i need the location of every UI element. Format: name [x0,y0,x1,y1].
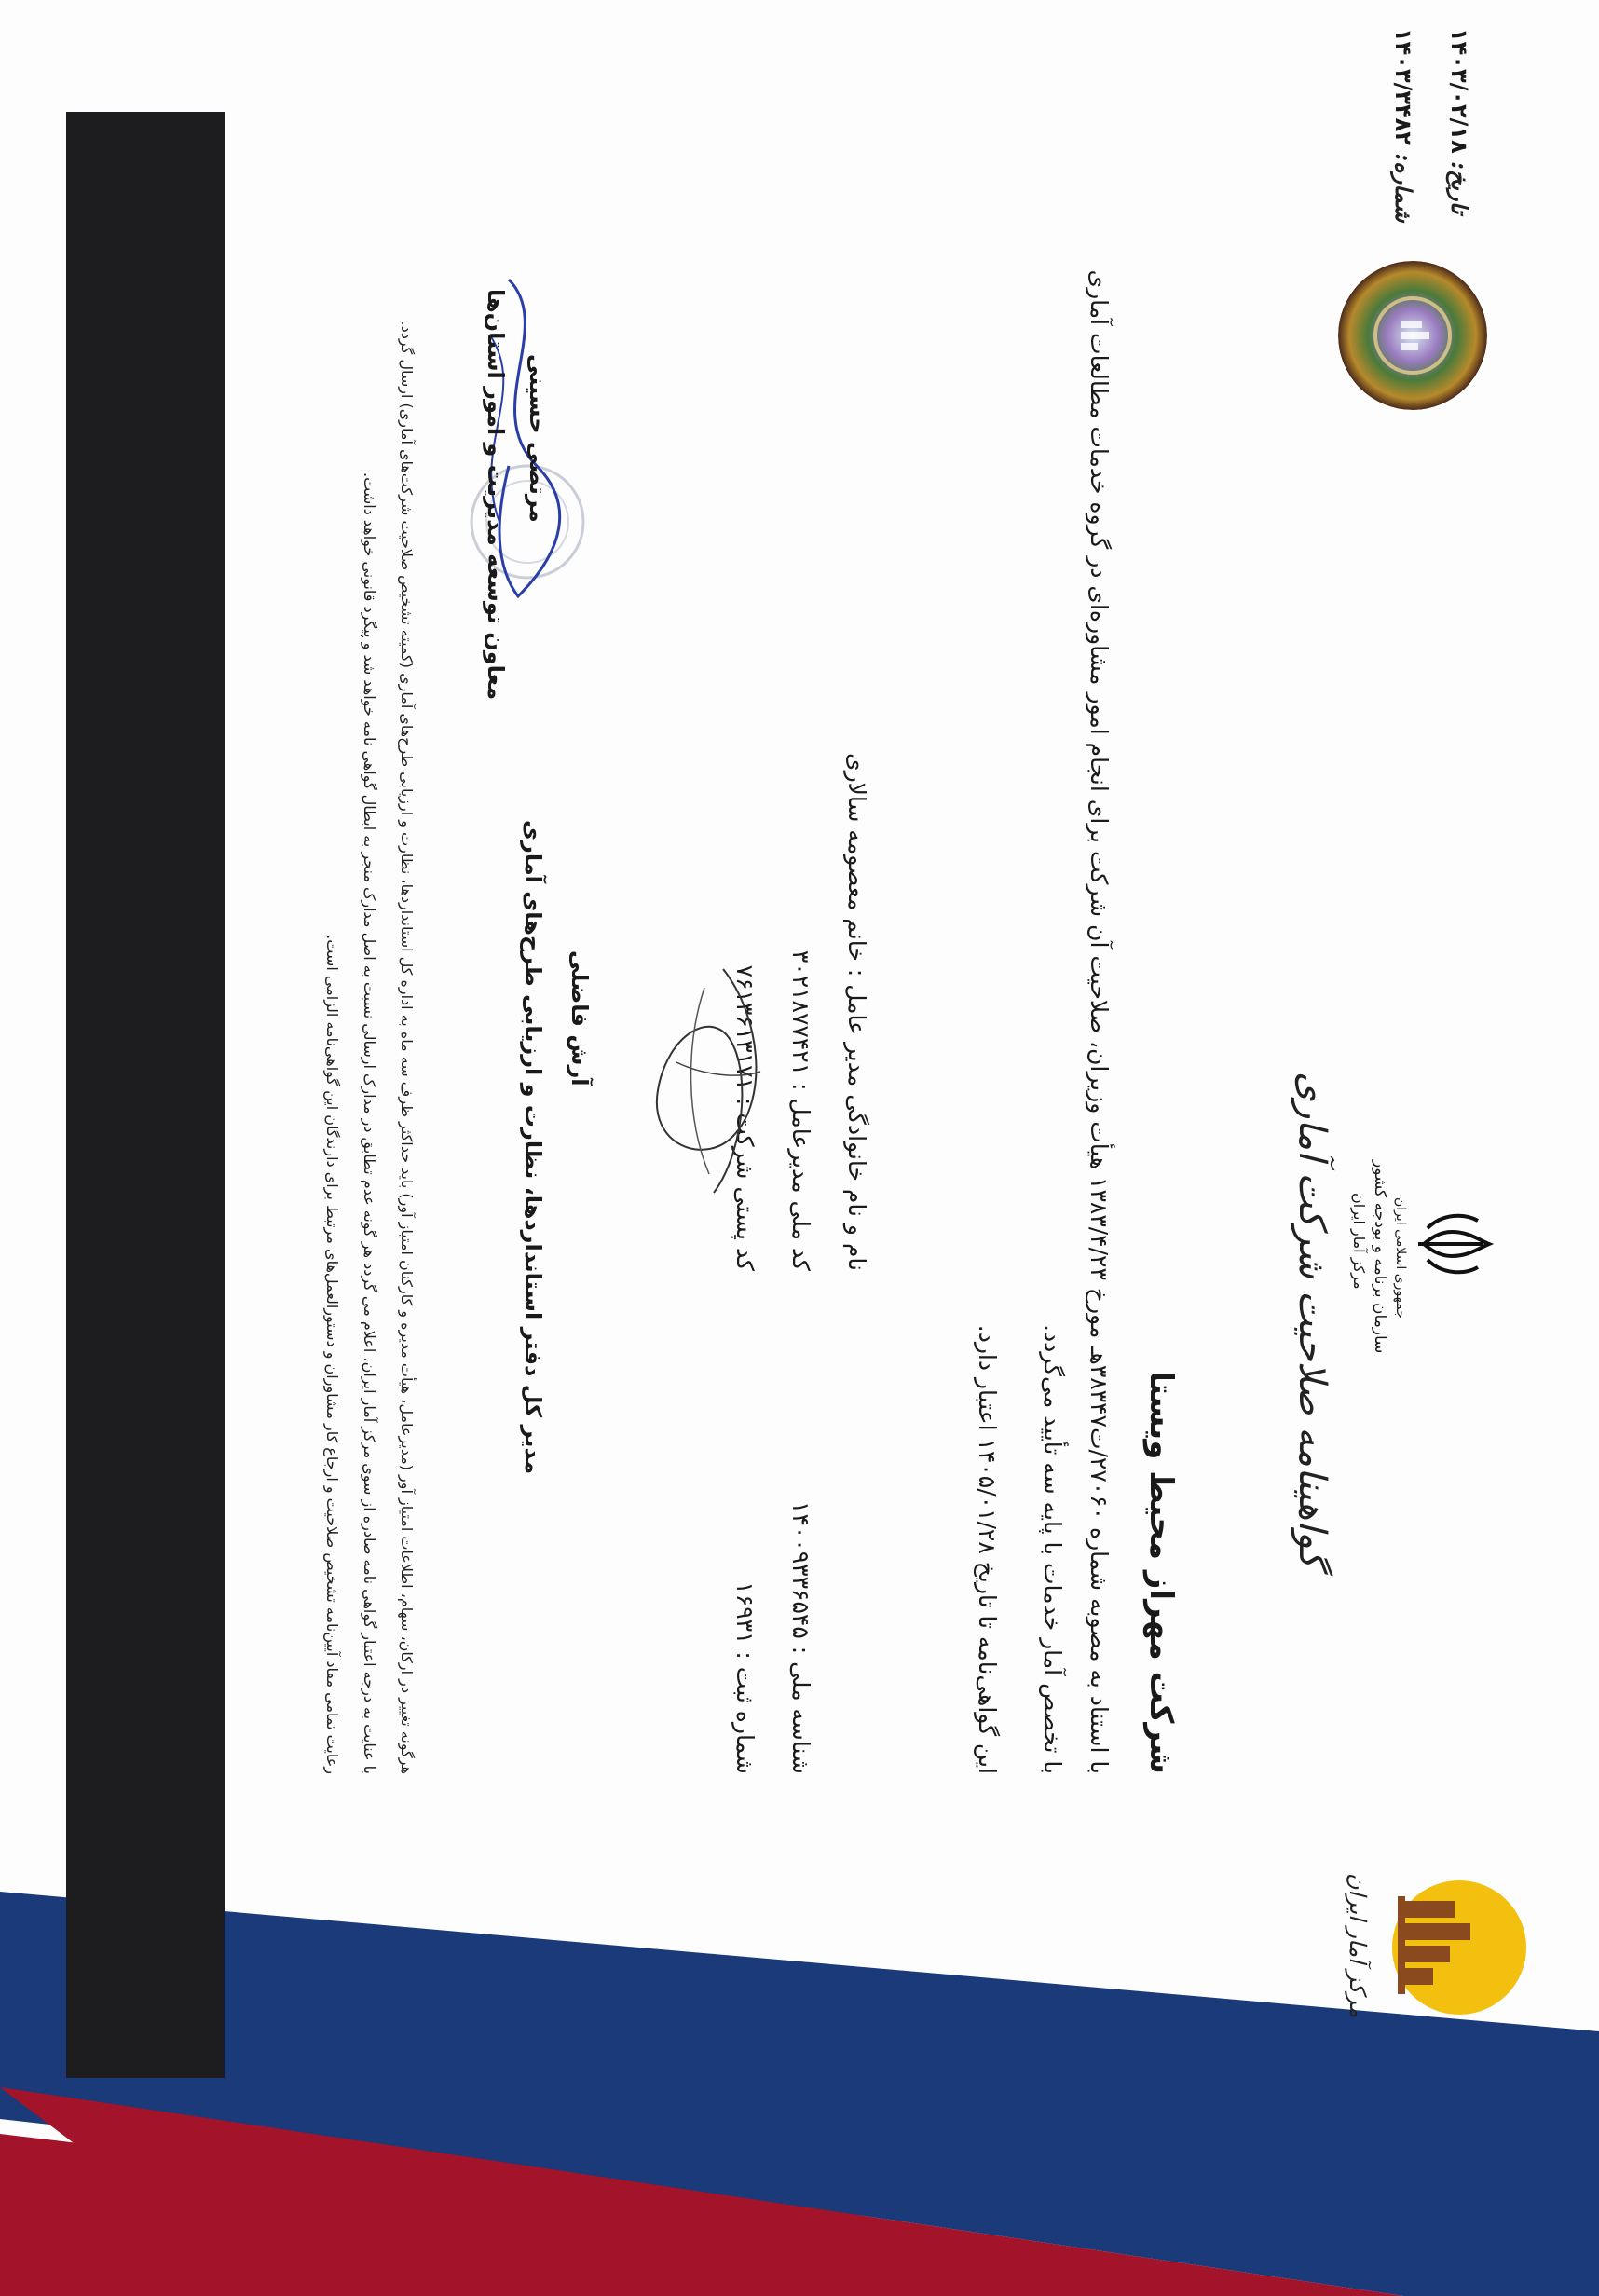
national-id: شناسه ملی : ۱۴۰۰۹۳۳۶۵۴۵ [787,1501,814,1774]
right-signatory-role: مدیر کل دفتر استانداردها، نظارت و ارزیابی طرح‌های آماری [520,820,546,1475]
footnote-2: با عنایت به درجه اعتبار گواهی نامه صادره از سوی مرکز آمار ایران، اعلام می گردد هر گونه عدم تطابق در مدارک ارسالی نسبت به اصل مدارک منجر به ابطال گواهی نامه خواهد شد و پیگرد قانونی خواهد داشت. [361,472,378,1774]
company-name: شرکت مهراز محیط ویستا [1142,1371,1180,1774]
registration-number: شماره ثبت : ۱۶۹۳۱ [731,1581,758,1774]
body-line3: این گواهی‌نامه تا تاریخ ۱۴۰۵/۰۱/۲۸ اعتبار دارد. [974,1324,1001,1774]
signature-right [621,932,798,1211]
footnote-3: رعایت تمامی مفاد آیین‌نامه تشخیص صلاحیت و ارجاع کار مشاوران و دستورالعمل‌های مرتبط برای دارندگان این گواهی‌نامه الزامی است. [323,935,341,1774]
ministry-line1: جمهوری اسلامی ایران [1393,1197,1408,1319]
holographic-seal [1338,261,1487,410]
date-field [1446,28,1473,214]
left-signatory-role: معاون توسعه مدیریت و امور استان‌ها [483,289,509,701]
date-value: ۱۴۰۳/۰۲/۱۸ [1446,28,1472,154]
manager-code: کد ملی مدیرعامل : ۳۰۲۱۸۷۷۴۲۱ [787,950,814,1271]
navy-wedge-top [1403,2171,1580,2296]
right-signatory-name: آرش فاضلی [567,950,593,1086]
date-label: تاریخ: [1446,161,1473,214]
manager-name: نام و نام خانوادگی مدیر عامل : خانم معصومه سالاری [843,753,870,1271]
statistical-centre-logo [1375,1864,1543,2031]
logo-caption: مرکز آمار ایران [1345,1873,1371,2018]
signature-left [444,242,593,634]
left-signatory-name: مرتضی حسینی [525,354,551,523]
ministry-line3: مرکز آمار ایران [1350,1193,1368,1290]
national-emblem [1413,1202,1496,1286]
body-line1: با استناد به مصوبه شماره ۲۷۰۶۰/ت۳۸۳۴۷هـ مورخ ۱۳۸۳/۴/۲۳ هیأت وزیران، صلاحیت آن شرکت برای انجام امور مشاوره‌ای در گروه خدمات مطالعات آماری [1086,269,1113,1774]
doc-title-handwritten: گواهینامه صلاحیت شرکت آماری [1291,1072,1333,1568]
number-label: شماره: [1390,153,1417,223]
number-value: ۱۴۰۳/۳۴۸۲ [1390,28,1416,145]
footnote-1: هرگونه تغییر در ارکان، سهام، اطلاعات امتیاز آور (مدیرعامل، هیأت مدیره و کارکنان امتیاز آور) باید حداکثر ظرف سه ماه به اداره کل استانداردها، نظارت و ارزیابی طرح‌های آماری (کمیته تشخیص صلاحیت شرکت‌های آماری) ارسال گردد. [398,321,416,1774]
body-line2: با تخصص آمار خدمات با پایه سه تأیید می‌گردد. [1039,1324,1066,1774]
number-field [1390,28,1417,223]
black-bar [66,112,225,2078]
ministry-line2: سازمان برنامه و بودجه کشور [1371,1160,1389,1354]
postal-code: کد پستی شرکت : ۷۶۱۳۶۱۳۱۷۱ [731,964,758,1271]
